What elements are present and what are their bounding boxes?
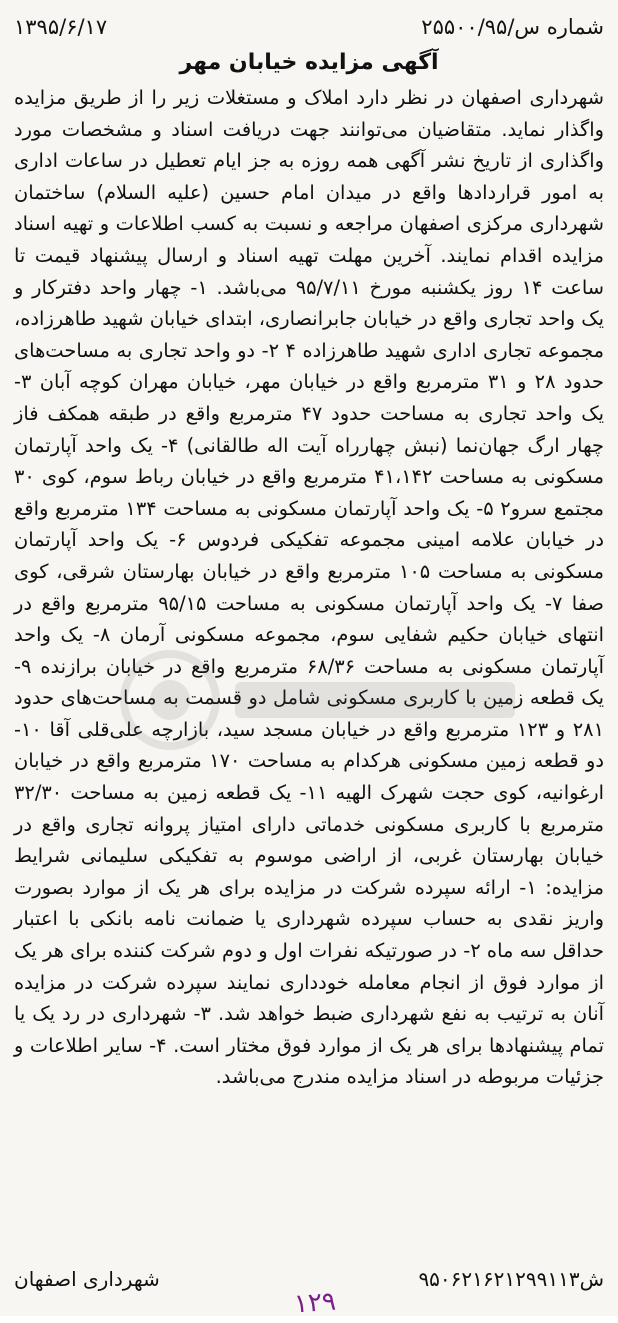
notice-code: ش۹۵۰۶۲۱۶۲۱۲۹۹۱۱۳ <box>418 1267 604 1291</box>
issuer-signature: شهرداری اصفهان <box>14 1267 160 1291</box>
notice-number: شماره س/۲۵۵۰۰/۹۵ <box>421 15 604 39</box>
notice-body: شهرداری اصفهان در نظر دارد املاک و مستغلات زیر را از طریق مزایده واگذار نماید. متقاضیان می‌توانند جهت دریافت اسناد و مشخصات مورد واگذاری از تاریخ نشر آگهی همه روزه به جز ایام تعطیل در ساعات اداری به امور قراردادها واقع در میدان امام حسین (علیه السلام) ساختمان شهرداری مرکزی اصفهان مراجعه و نسبت به کسب اطلاعات و تهیه اسناد مزایده اقدام نمایند. آخرین مهلت تهیه اسناد و ارسال پیشنهاد قیمت تا ساعت ۱۴ روز یکشنبه مورخ ۹۵/۷/۱۱ می‌باشد. ۱- چهار واحد دفترکار و یک واحد تجاری واقع در خیابان جابرانصاری، ابتدای خیابان شهید طاهرزاده، مجموعه تجاری اداری شهید طاهرزاده ۴ ۲- دو واحد تجاری به مساحت‌های حدود ۲۸ و ۳۱ مترمربع واقع در خیابان مهر، خیابان مهران کوچه آبان ۳- یک واحد تجاری به مساحت حدود ۴۷ مترمربع واقع در طبقه همکف فاز چهار ارگ جهان‌نما (نبش چهارراه آیت اله طالقانی) ۴- یک واحد آپارتمان مسکونی به مساحت ۴۱،۱۴۲ مترمربع واقع در خیابان رباط سوم، کوی ۳۰ مجتمع سرو۲ ۵- یک واحد آپارتمان مسکونی به مساحت ۱۳۴ مترمربع واقع در خیابان علامه امینی مجموعه تفکیکی فردوس ۶- یک واحد آپارتمان مسکونی به مساحت ۱۰۵ مترمربع واقع در خیابان بهارستان شرقی، کوی صفا ۷- یک واحد آپارتمان مسکونی به مساحت ۹۵/۱۵ مترمربع واقع در انتهای خیابان حکیم شفایی سوم، مجموعه مسکونی آرمان ۸- یک واحد آپارتمان مسکونی به مساحت ۶۸/۳۶ مترمربع واقع در خیابان برازنده ۹- یک قطعه زمین با کاربری مسکونی شامل دو قسمت به مساحت‌های حدود ۲۸۱ و ۱۲۳ مترمربع واقع در خیابان مسجد سید، بازارچه علی‌قلی آقا ۱۰- دو قطعه زمین مسکونی هرکدام به مساحت ۱۷۰ مترمربع واقع در خیابان ارغوانیه، کوی حجت شهرک الهیه ۱۱- یک قطعه زمین به مساحت ۳۲/۳۰ مترمربع با کاربری مسکونی خدماتی دارای امتیاز پروانه تجاری واقع در خیابان بهارستان غربی، از اراضی موسوم به تفکیکی سلیمانی شرایط مزایده: ۱- ارائه سپرده شرکت در مزایده برای هر یک از موارد بصورت واریز نقدی به حساب سپرده شهرداری یا ضمانت نامه بانکی با اعتبار حداقل سه ماه ۲- در صورتیکه نفرات اول و دوم شرکت کننده برای هر یک از موارد فوق از انجام معامله خودداری نمایند سپرده شرکت در مزایده آنان به ترتیب به نفع شهرداری ضبط خواهد شد. ۳- شهرداری در رد یک یا تمام پیشنهادها برای هر یک از موارد فوق مختار است. ۴- سایر اطلاعات و جزئیات مربوطه در اسناد مزایده مندرج می‌باشد. <box>14 86 605 1089</box>
handwritten-page-number: ۱۲۹ <box>293 1286 337 1320</box>
notice-title: آگهی مزایده خیابان مهر <box>179 50 439 75</box>
header-row <box>14 10 604 44</box>
notice-date: ۱۳۹۵/۶/۱۷ <box>14 15 108 39</box>
